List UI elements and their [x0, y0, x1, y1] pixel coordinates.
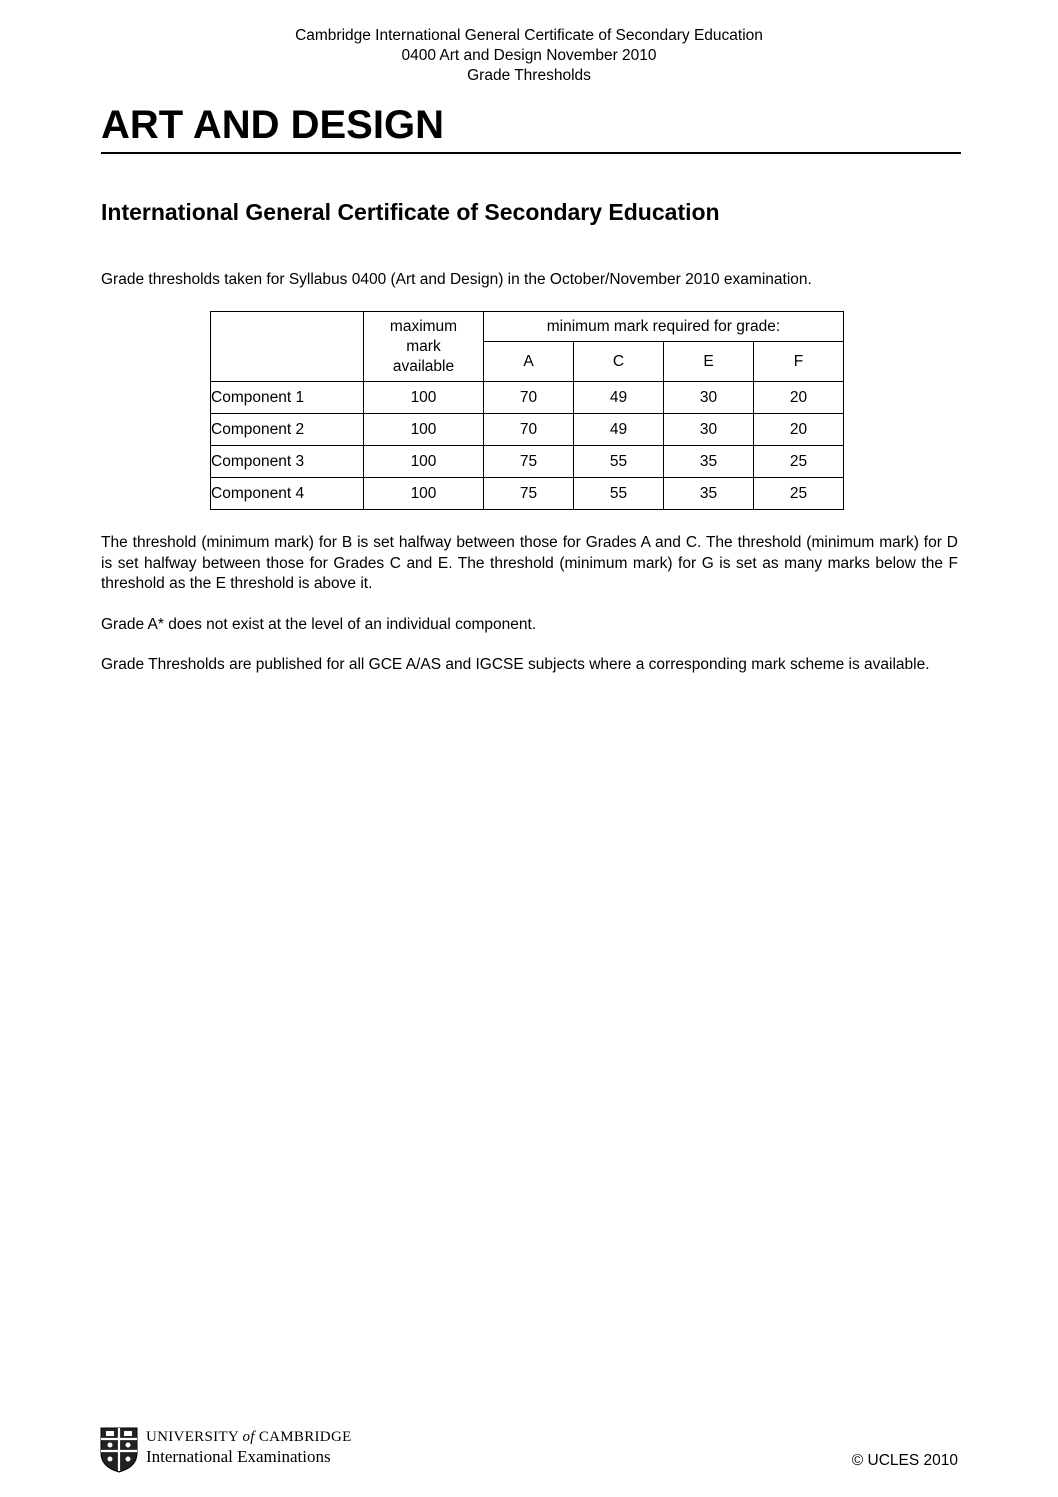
threshold-cell: 25 — [754, 446, 844, 478]
threshold-cell: 35 — [664, 478, 754, 510]
note-paragraph: Grade A* does not exist at the level of an individual component. — [101, 615, 537, 633]
header-line-2: 0400 Art and Design November 2010 — [401, 47, 657, 64]
logo-university-text: UNIVERSITY of CAMBRIDGE — [146, 1429, 352, 1445]
grade-header: E — [664, 342, 754, 382]
empty-header-cell — [211, 312, 364, 382]
component-label: Component 1 — [211, 382, 364, 414]
max-mark-cell: 100 — [364, 414, 484, 446]
threshold-cell: 30 — [664, 382, 754, 414]
copyright-notice: © UCLES 2010 — [851, 1452, 958, 1469]
threshold-cell: 20 — [754, 414, 844, 446]
max-mark-cell: 100 — [364, 478, 484, 510]
component-label: Component 4 — [211, 478, 364, 510]
min-mark-header: minimum mark required for grade: — [484, 312, 844, 342]
max-mark-header: maximum mark available — [364, 312, 484, 382]
table-row — [211, 478, 844, 510]
cambridge-logo — [100, 1427, 370, 1473]
grade-thresholds-table — [210, 311, 844, 510]
intro-paragraph: Grade thresholds taken for Syllabus 0400 (Art and Design) in the October/November 2010 examination. — [101, 271, 812, 288]
header-line-3: Grade Thresholds — [467, 67, 591, 84]
threshold-cell: 55 — [574, 446, 664, 478]
threshold-cell: 35 — [664, 446, 754, 478]
grade-header: C — [574, 342, 664, 382]
threshold-cell: 70 — [484, 382, 574, 414]
header-line-1: Cambridge International General Certificate of Secondary Education — [295, 27, 763, 44]
table-header-row — [211, 312, 844, 342]
table-row — [211, 446, 844, 478]
page-title: ART AND DESIGN — [101, 103, 444, 147]
threshold-cell: 49 — [574, 382, 664, 414]
note-paragraph: Grade Thresholds are published for all GCE A/AS and IGCSE subjects where a corresponding mark scheme is available. — [101, 656, 930, 673]
threshold-cell: 30 — [664, 414, 754, 446]
grade-header: A — [484, 342, 574, 382]
threshold-cell: 75 — [484, 478, 574, 510]
component-label: Component 3 — [211, 446, 364, 478]
threshold-cell: 75 — [484, 446, 574, 478]
cambridge-crest-icon — [100, 1427, 138, 1473]
notes-section — [101, 533, 958, 696]
threshold-cell: 49 — [574, 414, 664, 446]
title-divider — [101, 152, 961, 154]
document-header — [0, 26, 1058, 86]
threshold-cell: 25 — [754, 478, 844, 510]
threshold-cell: 55 — [574, 478, 664, 510]
component-label: Component 2 — [211, 414, 364, 446]
logo-subtitle-text: International Examinations — [146, 1447, 331, 1466]
threshold-cell: 20 — [754, 382, 844, 414]
table-row — [211, 414, 844, 446]
threshold-cell: 70 — [484, 414, 574, 446]
table-row — [211, 382, 844, 414]
page-subtitle: International General Certificate of Secondary Education — [101, 199, 720, 225]
max-mark-cell: 100 — [364, 382, 484, 414]
grade-header: F — [754, 342, 844, 382]
note-paragraph: The threshold (minimum mark) for B is set halfway between those for Grades A and C. The threshold (minimum mark) for D is set halfway between those for Grades C and E. The threshold (minimum mark) for G is set as many marks below the F threshold as the E threshold is above it. — [101, 534, 958, 592]
max-mark-cell: 100 — [364, 446, 484, 478]
